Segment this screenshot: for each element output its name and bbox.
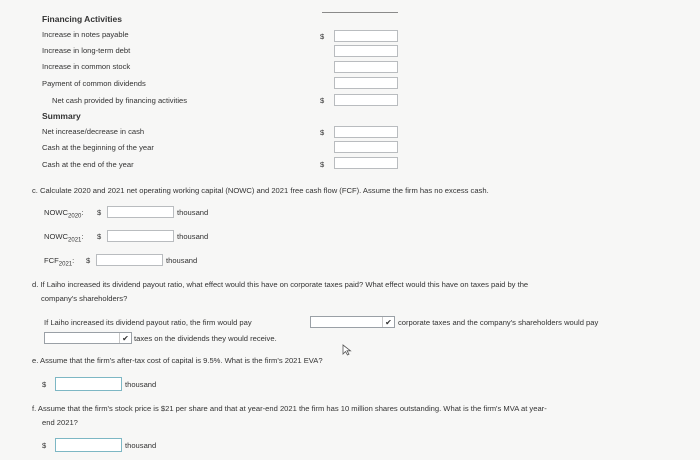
part-d-answer-middle: corporate taxes and the company's shareholders would pay (398, 318, 599, 327)
net-financing-input[interactable] (334, 94, 398, 106)
net-financing-label: Net cash provided by financing activities (52, 96, 188, 105)
chevron-down-icon[interactable]: ✔ (119, 333, 131, 343)
part-d-answer-suffix: taxes on the dividends they would receive. (134, 334, 277, 343)
currency-symbol: $ (97, 208, 102, 217)
long-term-debt-label: Increase in long-term debt (42, 46, 131, 55)
part-d-answer-prefix: If Laiho increased its dividend payout ratio, the firm would pay (44, 318, 252, 327)
part-f-question-line2: end 2021? (42, 418, 78, 427)
currency-symbol: $ (86, 256, 91, 265)
currency-symbol: $ (320, 160, 325, 169)
dividends-input[interactable] (334, 77, 398, 89)
part-c-question: c. Calculate 2020 and 2021 net operating working capital (NOWC) and 2021 free cash flow (FCF). Assume the firm has no excess cash. (32, 186, 489, 195)
currency-symbol: $ (42, 380, 47, 389)
cash-end-label: Cash at the end of the year (42, 160, 134, 169)
notes-payable-label: Increase in notes payable (42, 30, 129, 39)
fcf-2021-input[interactable] (96, 254, 163, 266)
cash-end-input[interactable] (334, 157, 398, 169)
mva-input[interactable] (55, 438, 122, 452)
currency-symbol: $ (97, 232, 102, 241)
top-divider (322, 12, 398, 13)
mouse-cursor-icon (342, 344, 352, 356)
part-f-question-line1: f. Assume that the firm's stock price is $21 per share and that at year-end 2021 the firm has 10 million shares outstanding. What is the firm's MVA at year- (32, 404, 547, 413)
net-change-cash-label: Net increase/decrease in cash (42, 127, 145, 136)
currency-symbol: $ (42, 441, 47, 450)
cash-beginning-input[interactable] (334, 141, 398, 153)
unit-label: thousand (166, 256, 198, 265)
currency-symbol: $ (320, 128, 325, 137)
part-d-question-line2: company's shareholders? (41, 294, 128, 303)
part-e-question: e. Assume that the firm's after-tax cost of capital is 9.5%. What is the firm's 2021 EVA? (32, 356, 323, 365)
nowc-2020-label: $NOWC_{2020}$: (44, 208, 84, 220)
fcf-2021-label: $FCF_{2021}$: (44, 256, 75, 268)
common-stock-label: Increase in common stock (42, 62, 131, 71)
part-d-question-line1: d. If Laiho increased its dividend payout ratio, what effect would this have on corporate taxes paid? What effect would this have on taxes paid by the (32, 280, 529, 289)
currency-symbol: $ (320, 32, 325, 41)
cash-beginning-label: Cash at the beginning of the year (42, 143, 154, 152)
net-change-cash-input[interactable] (334, 126, 398, 138)
financing-heading: Financing Activities (42, 14, 122, 24)
nowc-2020-input[interactable] (107, 206, 174, 218)
unit-label: thousand (125, 380, 157, 389)
common-stock-input[interactable] (334, 61, 398, 73)
eva-input[interactable] (55, 377, 122, 391)
notes-payable-input[interactable] (334, 30, 398, 42)
dividends-label: Payment of common dividends (42, 79, 146, 88)
nowc-2021-label: $NOWC_{2021}$: (44, 232, 84, 244)
shareholder-tax-dropdown[interactable] (44, 332, 132, 344)
unit-label: thousand (177, 208, 209, 217)
chevron-down-icon[interactable]: ✔ (382, 317, 394, 327)
unit-label: thousand (125, 441, 157, 450)
nowc-2021-input[interactable] (107, 230, 174, 242)
summary-heading: Summary (42, 111, 81, 121)
unit-label: thousand (177, 232, 209, 241)
long-term-debt-input[interactable] (334, 45, 398, 57)
corporate-tax-dropdown[interactable] (310, 316, 395, 328)
currency-symbol: $ (320, 96, 325, 105)
